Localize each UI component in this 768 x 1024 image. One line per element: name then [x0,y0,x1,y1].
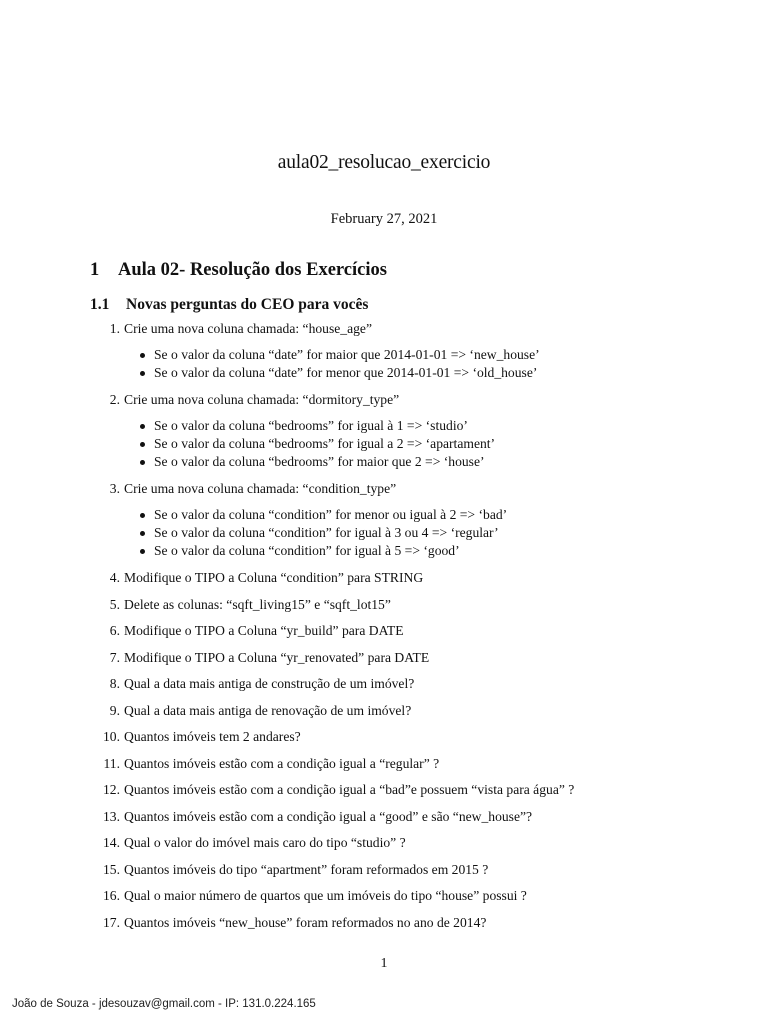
question-item [0,675,768,693]
question-text: Qual a data mais antiga de construção de um imóvel? [124,676,415,691]
question-text: Qual a data mais antiga de renovação de um imóvel? [124,702,412,718]
question-text: Crie uma nova coluna chamada: “dormitory_type” [124,392,400,407]
bullet-dot-icon [140,549,145,554]
bullet-item [124,506,768,524]
question-text: Crie uma nova coluna chamada: “house_age” [124,321,372,336]
question-number: 14. [103,835,120,850]
bullet-text: Se o valor da coluna “date” for maior que 2014-01-01 => ‘new_house’ [154,347,540,362]
bullet-item [124,346,768,364]
question-number: 15. [103,861,120,877]
question-text: Modifique o TIPO a Coluna “condition” para STRING [124,570,424,585]
question-number: 16. [103,888,120,903]
question-list [0,320,768,940]
question-text: Quantos imóveis estão com a condição igual a “bad”e possuem “vista para água” ? [124,782,575,797]
bullet-text: Se o valor da coluna “bedrooms” for maior que 2 => ‘house’ [154,454,485,469]
question-text: Quantos imóveis estão com a condição igual a “good” e são “new_house”? [124,808,533,824]
bullet-text: Se o valor da coluna “condition” for igual à 5 => ‘good’ [154,543,460,558]
subsection-heading [90,296,368,314]
question-text: Qual o maior número de quartos que um imóveis do tipo “house” possui ? [124,888,527,903]
question-number: 3. [109,481,120,496]
question-item [0,861,768,879]
subsection-number: 1.1 [90,296,110,313]
question-number: 6. [109,623,120,638]
question-text: Crie uma nova coluna chamada: “condition_type” [124,481,397,496]
bullet-item [124,542,768,560]
bullet-text: Se o valor da coluna “bedrooms” for igual a 2 => ‘apartament’ [154,436,496,451]
question-item [0,569,768,587]
question-item [0,320,768,382]
document-title: aula02_resolucao_exercicio [277,152,491,173]
bullet-list [124,506,768,560]
section-heading [90,260,387,281]
question-item [0,808,768,826]
question-item [0,596,768,614]
question-item [0,649,768,667]
question-item [0,728,768,746]
question-text: Modifique o TIPO a Coluna “yr_build” para DATE [124,623,404,638]
question-item [0,622,768,640]
question-text: Quantos imóveis tem 2 andares? [124,729,301,744]
bullet-text: Se o valor da coluna “condition” for igual à 3 ou 4 => ‘regular’ [154,525,499,540]
question-item [0,914,768,932]
question-number: 11. [103,755,120,771]
question-number: 13. [103,808,120,824]
page-number: 1 [380,956,388,971]
bullet-item [124,417,768,435]
bullet-dot-icon [140,353,145,358]
question-number: 7. [109,649,120,665]
bullet-list [124,346,768,382]
bullet-dot-icon [140,460,145,465]
subsection-title: Novas perguntas do CEO para vocês [126,296,369,313]
bullet-dot-icon [140,513,145,518]
bullet-dot-icon [140,531,145,536]
document-date: February 27, 2021 [330,211,438,227]
question-text: Quantos imóveis do tipo “apartment” foram reformados em 2015 ? [124,861,489,877]
question-item [0,391,768,471]
bullet-dot-icon [140,371,145,376]
question-number: 1. [109,321,120,336]
bullet-item [124,524,768,542]
question-item [0,702,768,720]
question-text: Quantos imóveis estão com a condição igual a “regular” ? [124,755,440,771]
question-text: Quantos imóveis “new_house” foram reformados no ano de 2014? [124,914,487,930]
bullet-list [124,417,768,471]
question-number: 9. [109,702,120,718]
bullet-text: Se o valor da coluna “condition” for menor ou igual à 2 => ‘bad’ [154,507,508,522]
section-title: Aula 02- Resolução dos Exercícios [118,260,387,280]
question-number: 10. [103,729,120,744]
question-item [0,755,768,773]
bullet-item [124,364,768,382]
bullet-item [124,453,768,471]
bullet-item [124,435,768,453]
question-number: 17. [103,914,120,930]
question-number: 4. [109,570,120,585]
question-text: Qual o valor do imóvel mais caro do tipo “studio” ? [124,835,406,850]
question-number: 12. [103,782,120,797]
question-item [0,480,768,560]
question-item [0,834,768,852]
question-text: Modifique o TIPO a Coluna “yr_renovated” para DATE [124,649,430,665]
question-item [0,781,768,799]
question-number: 5. [109,596,120,612]
bullet-dot-icon [140,442,145,447]
question-number: 2. [109,392,120,407]
watermark-footer: João de Souza - jdesouzav@gmail.com - IP: 131.0.224.165 [12,998,316,1010]
section-number: 1 [90,260,100,280]
bullet-text: Se o valor da coluna “bedrooms” for igual à 1 => ‘studio’ [154,418,468,433]
bullet-text: Se o valor da coluna “date” for menor que 2014-01-01 => ‘old_house’ [154,365,538,380]
bullet-dot-icon [140,424,145,429]
question-number: 8. [109,676,120,691]
question-item [0,887,768,905]
question-text: Delete as colunas: “sqft_living15” e “sqft_lot15” [124,596,391,612]
